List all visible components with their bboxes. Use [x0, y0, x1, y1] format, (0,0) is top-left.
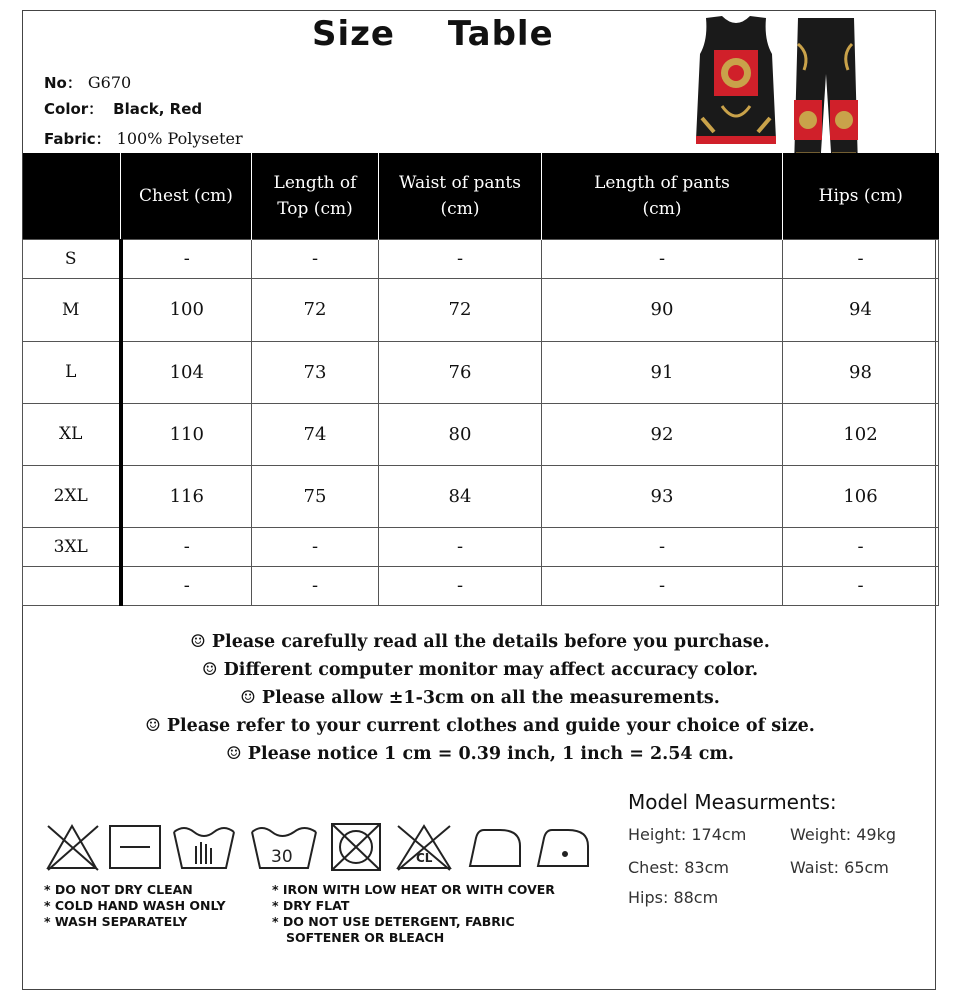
- product-color: [44, 98, 202, 119]
- header-length-of-pants: Length of pants (cm): [542, 153, 783, 239]
- table-row: [23, 341, 939, 403]
- top-length-cell: 73: [252, 341, 379, 403]
- size-cell: [23, 566, 121, 605]
- sleeveless-top-image: [692, 14, 780, 150]
- dry-flat-icon: [110, 826, 160, 868]
- chest-cell: 100: [121, 278, 252, 341]
- table-row: [23, 278, 939, 341]
- svg-text:CL: CL: [416, 851, 433, 865]
- header-chest: Chest (cm): [121, 153, 252, 239]
- product-color-value: Black, Red: [113, 100, 203, 118]
- table-row: [23, 566, 939, 605]
- table-row: [23, 403, 939, 465]
- waist-cell: 80: [379, 403, 542, 465]
- waist-cell: 76: [379, 341, 542, 403]
- care-instructions-left: [44, 882, 226, 930]
- pants-length-cell: -: [542, 239, 783, 278]
- care-line: * DRY FLAT: [272, 898, 350, 913]
- size-cell: XL: [23, 403, 121, 465]
- hips-cell: -: [783, 566, 939, 605]
- note-line: ☺ Please carefully read all the details before you purchase.: [190, 632, 770, 652]
- product-fabric: [44, 128, 243, 149]
- care-line: * WASH SEPARATELY: [44, 914, 188, 929]
- header-waist-of-pants: Waist of pants (cm): [379, 153, 542, 239]
- page-title: Size Table: [312, 14, 554, 54]
- top-length-cell: 74: [252, 403, 379, 465]
- size-cell: M: [23, 278, 121, 341]
- chest-cell: -: [121, 527, 252, 566]
- hips-cell: -: [783, 527, 939, 566]
- wash-30-icon: [252, 828, 316, 868]
- pants-length-cell: -: [542, 566, 783, 605]
- table-row: [23, 465, 939, 527]
- table-row: [23, 527, 939, 566]
- product-fabric-value: 100% Polyseter: [116, 129, 243, 148]
- header-size: [23, 153, 121, 239]
- waist-cell: -: [379, 239, 542, 278]
- pants-length-cell: 93: [542, 465, 783, 527]
- chest-cell: 110: [121, 403, 252, 465]
- pants-length-cell: 91: [542, 341, 783, 403]
- chest-cell: 116: [121, 465, 252, 527]
- size-table: [22, 153, 939, 606]
- care-line: * DO NOT DRY CLEAN: [44, 882, 193, 897]
- top-length-cell: -: [252, 566, 379, 605]
- size-cell: 2XL: [23, 465, 121, 527]
- hips-cell: 94: [783, 278, 939, 341]
- care-line: * IRON WITH LOW HEAT OR WITH COVER: [272, 882, 555, 897]
- size-cell: S: [23, 239, 121, 278]
- pants-image: [790, 14, 862, 172]
- product-color-label: Color：: [44, 100, 104, 118]
- note-line: ☺ Please allow ±1-3cm on all the measurements.: [240, 688, 720, 708]
- product-number: [44, 72, 131, 93]
- waist-cell: -: [379, 527, 542, 566]
- no-tumble-dry-icon: [332, 824, 380, 870]
- top-length-cell: -: [252, 239, 379, 278]
- note-line: ☺ Please notice 1 cm = 0.39 inch, 1 inch = 2.54 cm.: [226, 744, 734, 764]
- care-instructions-right: [272, 882, 555, 946]
- size-cell: L: [23, 341, 121, 403]
- pants-length-cell: 92: [542, 403, 783, 465]
- note-line: ☺ Please refer to your current clothes and guide your choice of size.: [145, 716, 815, 736]
- waist-cell: 72: [379, 278, 542, 341]
- model-hips: Hips: 88cm: [628, 888, 719, 907]
- hips-cell: 106: [783, 465, 939, 527]
- product-fabric-label: Fabric：: [44, 130, 111, 148]
- table-header-row: [23, 153, 939, 239]
- wash-temperature: 30: [271, 847, 293, 867]
- purchase-notes: [22, 628, 938, 768]
- no-dry-clean-icon: [48, 826, 98, 870]
- header-hips: Hips (cm): [783, 153, 939, 239]
- hand-wash-icon: [174, 828, 234, 868]
- chest-cell: -: [121, 239, 252, 278]
- top-length-cell: 75: [252, 465, 379, 527]
- size-cell: 3XL: [23, 527, 121, 566]
- low-iron-icon: [538, 830, 588, 866]
- chest-cell: 104: [121, 341, 252, 403]
- hips-cell: 98: [783, 341, 939, 403]
- table-row: [23, 239, 939, 278]
- top-length-cell: 72: [252, 278, 379, 341]
- model-height: Height: 174cm: [628, 825, 747, 844]
- model-weight: Weight: 49kg: [790, 825, 896, 844]
- hips-cell: 102: [783, 403, 939, 465]
- product-number-value: G670: [87, 73, 132, 92]
- note-line: ☺ Different computer monitor may affect accuracy color.: [201, 660, 759, 680]
- care-line: * COLD HAND WASH ONLY: [44, 898, 226, 913]
- no-bleach-icon: [398, 826, 450, 870]
- care-line: * DO NOT USE DETERGENT, FABRIC: [272, 914, 515, 929]
- model-waist: Waist: 65cm: [790, 858, 889, 877]
- waist-cell: -: [379, 566, 542, 605]
- care-icons: [44, 820, 590, 874]
- pants-length-cell: 90: [542, 278, 783, 341]
- product-number-label: No：: [44, 74, 82, 92]
- model-measurements-title: Model Measurments:: [628, 790, 837, 814]
- care-line: SOFTENER OR BLEACH: [286, 930, 445, 945]
- pants-length-cell: -: [542, 527, 783, 566]
- chest-cell: -: [121, 566, 252, 605]
- no-iron-icon: [470, 830, 520, 866]
- header-length-of-top: Length of Top (cm): [252, 153, 379, 239]
- hips-cell: -: [783, 239, 939, 278]
- model-chest: Chest: 83cm: [628, 858, 729, 877]
- waist-cell: 84: [379, 465, 542, 527]
- top-length-cell: -: [252, 527, 379, 566]
